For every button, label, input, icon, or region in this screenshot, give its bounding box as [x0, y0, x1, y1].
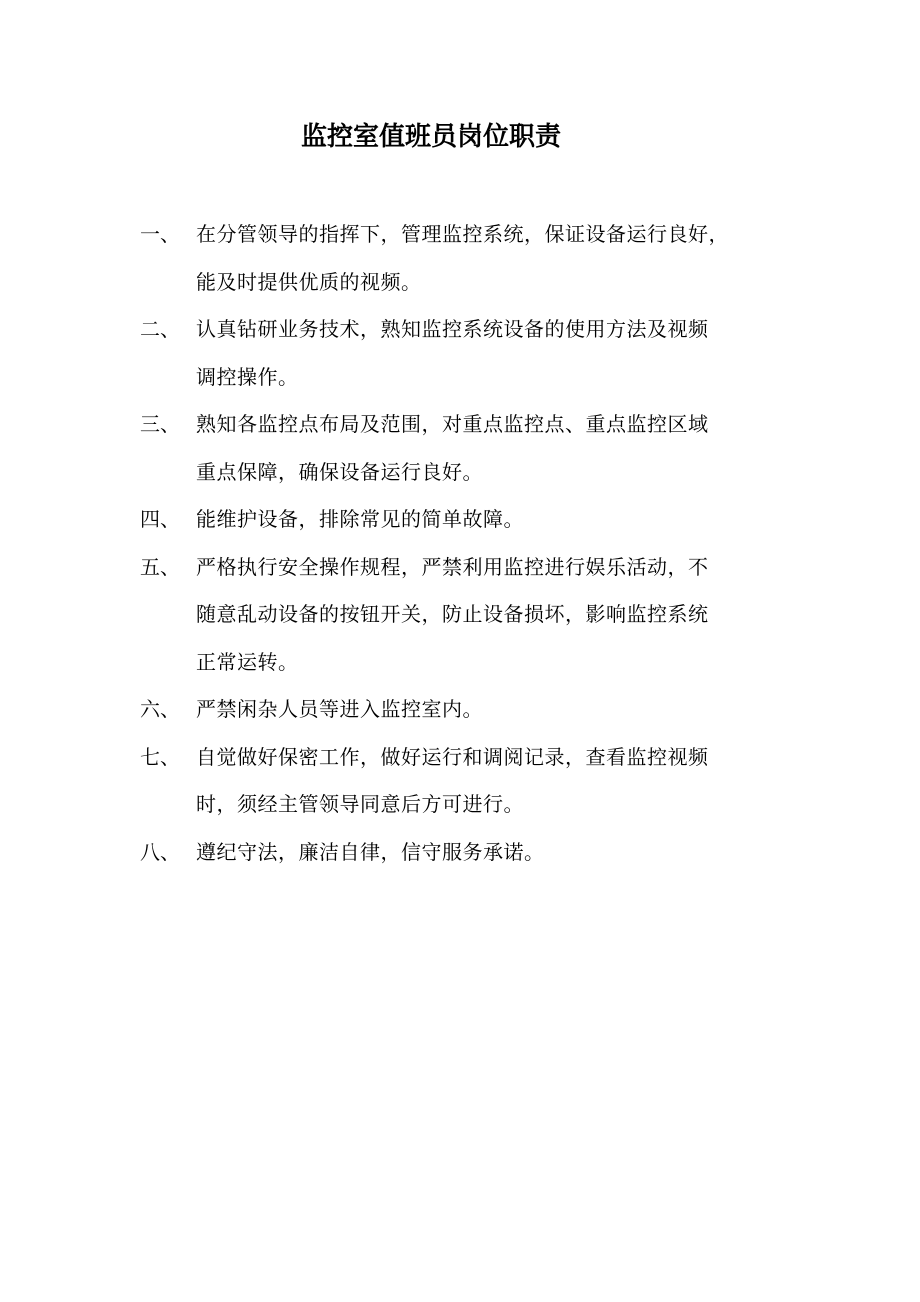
page-title: 监控室值班员岗位职责 [300, 122, 561, 152]
duty-number: 二、 [140, 317, 180, 341]
duty-line: 能维护设备，排除常见的简单故障。 [196, 507, 524, 531]
duty-number: 三、 [140, 412, 180, 436]
duty-line: 能及时提供优质的视频。 [196, 269, 422, 294]
duty-line: 正常运转。 [196, 649, 299, 674]
duty-number: 八、 [140, 839, 180, 864]
duty-text [196, 306, 800, 401]
duty-text [196, 734, 800, 829]
duty-item-1 [140, 211, 800, 306]
duty-line: 熟知各监控点布局及范围，对重点监控点、重点监控区域 [196, 412, 709, 436]
duty-line: 严格执行安全操作规程，严禁利用监控进行娱乐活动，不 [196, 554, 709, 579]
duty-line: 随意乱动设备的按钮开关，防止设备损坏，影响监控系统 [196, 602, 709, 626]
duty-line: 调控操作。 [196, 364, 299, 389]
duty-text [196, 401, 800, 496]
duty-number: 四、 [140, 507, 180, 531]
duty-text [196, 211, 800, 306]
duty-line: 在分管领导的指挥下，管理监控系统，保证设备运行良好， [196, 222, 729, 246]
duty-number: 一、 [140, 222, 180, 246]
duty-item-5 [140, 544, 800, 687]
duty-number: 六、 [140, 697, 180, 721]
duty-number: 五、 [140, 554, 180, 579]
duty-text [196, 496, 800, 544]
duty-text [196, 686, 800, 734]
duty-line: 遵纪守法，廉洁自律，信守服务承诺。 [196, 839, 545, 864]
duty-line: 时，须经主管领导同意后方可进行。 [196, 792, 524, 816]
duty-item-2 [140, 306, 800, 401]
duty-text [196, 829, 800, 877]
duty-number: 七、 [140, 744, 180, 769]
duty-item-7 [140, 734, 800, 829]
duty-item-8 [140, 829, 800, 877]
duty-line: 严禁闲杂人员等进入监控室内。 [196, 697, 483, 721]
duty-item-3 [140, 401, 800, 496]
duty-list [140, 211, 800, 876]
duty-line: 重点保障，确保设备运行良好。 [196, 459, 483, 484]
duty-item-6 [140, 686, 800, 734]
duty-line: 认真钻研业务技术，熟知监控系统设备的使用方法及视频 [196, 317, 709, 341]
duty-line: 自觉做好保密工作，做好运行和调阅记录，查看监控视频 [196, 744, 709, 769]
duty-item-4 [140, 496, 800, 544]
duty-text [196, 544, 800, 687]
